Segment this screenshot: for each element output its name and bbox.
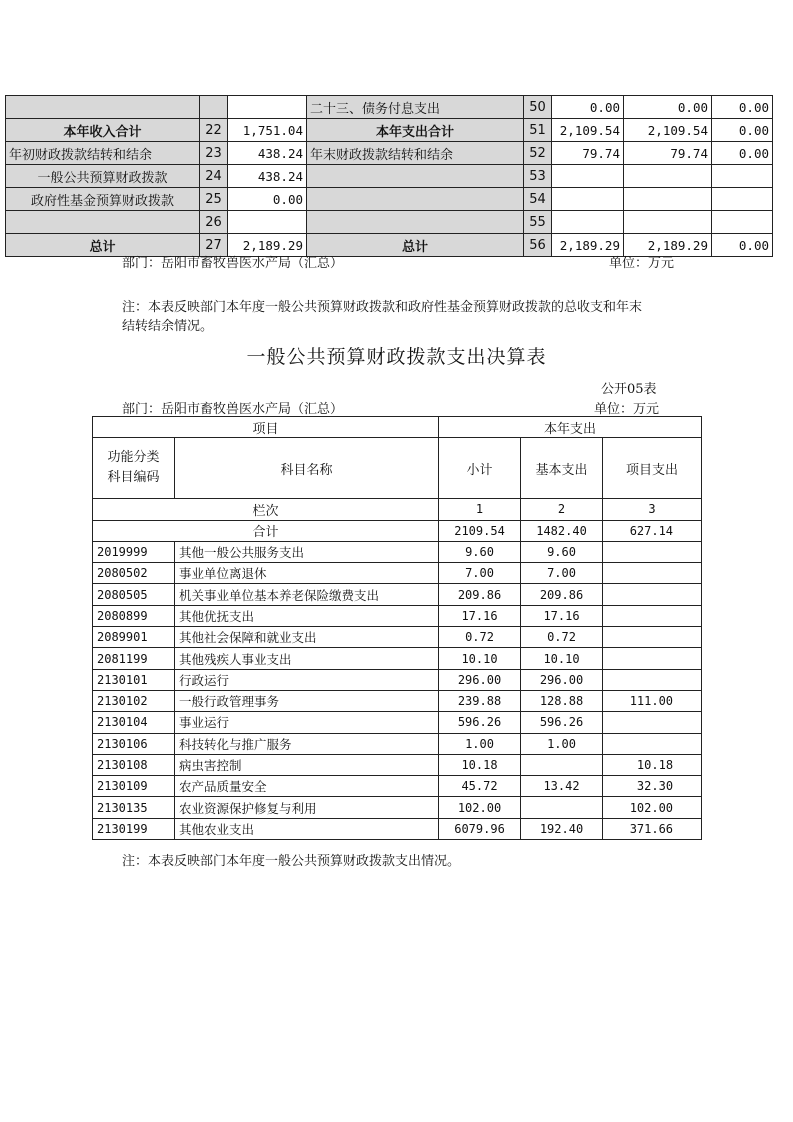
left-amount: 1,751.04 (228, 119, 307, 142)
table-row (93, 712, 702, 733)
subtotal: 10.18 (439, 754, 521, 775)
unit-label: 单位：万元 (594, 402, 660, 417)
table-row (93, 818, 702, 839)
page-title: 一般公共预算财政拨款支出决算表 (246, 346, 547, 368)
right-amount-total: 2,189.29 (552, 234, 624, 257)
col-2: 2 (521, 499, 603, 520)
header-year-expenditure: 本年支出 (439, 417, 702, 438)
column-number-row (93, 499, 702, 520)
table-row (93, 690, 702, 711)
subject-name: 事业运行 (175, 712, 439, 733)
table-row (6, 188, 773, 211)
table-row (93, 605, 702, 626)
subject-name: 科技转化与推广服务 (175, 733, 439, 754)
table-note-line2: 结转结余情况。 (122, 319, 214, 334)
subject-code: 2080505 (93, 584, 175, 605)
subtotal: 45.72 (439, 776, 521, 797)
subject-code: 2130109 (93, 776, 175, 797)
basic-expenditure: 7.00 (521, 563, 603, 584)
left-row-number: 25 (200, 188, 228, 211)
right-amount-project (712, 165, 773, 188)
header-project-exp: 项目支出 (603, 438, 702, 499)
basic-expenditure: 1.00 (521, 733, 603, 754)
left-amount: 438.24 (228, 165, 307, 188)
project-expenditure (603, 563, 702, 584)
table-row (93, 797, 702, 818)
subject-name: 机关事业单位基本养老保险缴费支出 (175, 584, 439, 605)
basic-expenditure: 209.86 (521, 584, 603, 605)
right-row-number: 53 (524, 165, 552, 188)
left-amount: 0.00 (228, 188, 307, 211)
table-row (6, 96, 773, 119)
form-number: 公开05表 (601, 382, 657, 397)
basic-expenditure: 9.60 (521, 541, 603, 562)
subtotal: 9.60 (439, 541, 521, 562)
right-amount-total: 79.74 (552, 142, 624, 165)
subtotal: 1.00 (439, 733, 521, 754)
total-row (93, 520, 702, 541)
right-row-number: 51 (524, 119, 552, 142)
subject-name: 事业单位离退休 (175, 563, 439, 584)
project-expenditure (603, 627, 702, 648)
subject-code: 2130102 (93, 690, 175, 711)
table-row (6, 142, 773, 165)
header-function-code (93, 438, 175, 499)
basic-expenditure: 10.10 (521, 648, 603, 669)
header-project: 项目 (93, 417, 439, 438)
basic-expenditure: 0.72 (521, 627, 603, 648)
subject-name: 行政运行 (175, 669, 439, 690)
left-item-label: 年初财政拨款结转和结余 (6, 142, 200, 165)
subject-code: 2019999 (93, 541, 175, 562)
right-amount-basic: 2,109.54 (624, 119, 712, 142)
income-expenditure-summary-table (5, 95, 773, 257)
subtotal: 296.00 (439, 669, 521, 690)
right-amount-total (552, 165, 624, 188)
left-row-number: 22 (200, 119, 228, 142)
project-expenditure (603, 669, 702, 690)
project-expenditure (603, 541, 702, 562)
table-row (6, 119, 773, 142)
total-subtotal: 2109.54 (439, 520, 521, 541)
subject-code: 2130106 (93, 733, 175, 754)
right-row-number: 52 (524, 142, 552, 165)
subtotal: 10.10 (439, 648, 521, 669)
table-row (93, 541, 702, 562)
basic-expenditure (521, 754, 603, 775)
project-expenditure (603, 584, 702, 605)
left-item-label: 总计 (6, 234, 200, 257)
left-row-number: 24 (200, 165, 228, 188)
right-amount-project (712, 211, 773, 234)
col-3: 3 (603, 499, 702, 520)
left-item-label: 一般公共预算财政拨款 (6, 165, 200, 188)
left-amount: 438.24 (228, 142, 307, 165)
header-subject-name: 科目名称 (175, 438, 439, 499)
subtotal: 0.72 (439, 627, 521, 648)
subtotal: 596.26 (439, 712, 521, 733)
subject-name: 农业资源保护修复与利用 (175, 797, 439, 818)
left-item-label: 政府性基金预算财政拨款 (6, 188, 200, 211)
right-row-number: 50 (524, 96, 552, 119)
header-subtotal: 小计 (439, 438, 521, 499)
project-expenditure: 371.66 (603, 818, 702, 839)
table-row (93, 563, 702, 584)
table-row (93, 584, 702, 605)
right-amount-total: 2,109.54 (552, 119, 624, 142)
project-expenditure: 111.00 (603, 690, 702, 711)
header-row (93, 417, 702, 438)
right-row-number: 54 (524, 188, 552, 211)
subject-code: 2080899 (93, 605, 175, 626)
table-row (93, 776, 702, 797)
table-note-line1: 注：本表反映部门本年度一般公共预算财政拨款和政府性基金预算财政拨款的总收支和年末 (122, 300, 643, 315)
subtotal: 102.00 (439, 797, 521, 818)
subtotal: 17.16 (439, 605, 521, 626)
subject-name: 农产品质量安全 (175, 776, 439, 797)
basic-expenditure: 17.16 (521, 605, 603, 626)
header-code-line2: 科目编码 (107, 470, 160, 486)
department-label: 部门：岳阳市畜牧兽医水产局（汇总） (122, 256, 344, 271)
project-expenditure (603, 648, 702, 669)
basic-expenditure: 596.26 (521, 712, 603, 733)
right-item-label (307, 165, 524, 188)
table-note: 注：本表反映部门本年度一般公共预算财政拨款支出情况。 (122, 854, 461, 869)
basic-expenditure (521, 797, 603, 818)
subject-name: 病虫害控制 (175, 754, 439, 775)
right-amount-project (712, 188, 773, 211)
table-row (93, 733, 702, 754)
subject-code: 2080502 (93, 563, 175, 584)
subject-code: 2089901 (93, 627, 175, 648)
subject-code: 2130108 (93, 754, 175, 775)
right-item-label (307, 211, 524, 234)
subject-name: 一般行政管理事务 (175, 690, 439, 711)
subject-code: 2130101 (93, 669, 175, 690)
total-label: 合计 (93, 520, 439, 541)
right-amount-project: 0.00 (712, 119, 773, 142)
right-row-number: 55 (524, 211, 552, 234)
subtotal: 7.00 (439, 563, 521, 584)
table-row (6, 165, 773, 188)
col-label: 栏次 (93, 499, 439, 520)
table-row (6, 211, 773, 234)
left-amount: 2,189.29 (228, 234, 307, 257)
left-item-label: 本年收入合计 (6, 119, 200, 142)
project-expenditure (603, 733, 702, 754)
subject-name: 其他社会保障和就业支出 (175, 627, 439, 648)
left-item-label (6, 96, 200, 119)
total-basic: 1482.40 (521, 520, 603, 541)
right-amount-total: 0.00 (552, 96, 624, 119)
subject-code: 2130199 (93, 818, 175, 839)
right-amount-project: 0.00 (712, 234, 773, 257)
table-row (93, 754, 702, 775)
right-amount-total (552, 211, 624, 234)
subject-code: 2130104 (93, 712, 175, 733)
right-amount-basic: 2,189.29 (624, 234, 712, 257)
left-row-number (200, 96, 228, 119)
subject-code: 2130135 (93, 797, 175, 818)
subtotal: 209.86 (439, 584, 521, 605)
left-item-label (6, 211, 200, 234)
subtotal: 6079.96 (439, 818, 521, 839)
right-item-label: 二十三、债务付息支出 (307, 96, 524, 119)
basic-expenditure: 13.42 (521, 776, 603, 797)
project-expenditure (603, 712, 702, 733)
right-amount-basic (624, 165, 712, 188)
right-item-label: 年末财政拨款结转和结余 (307, 142, 524, 165)
right-amount-basic: 79.74 (624, 142, 712, 165)
table-row (93, 648, 702, 669)
subject-name: 其他农业支出 (175, 818, 439, 839)
left-amount (228, 211, 307, 234)
project-expenditure: 10.18 (603, 754, 702, 775)
subject-code: 2081199 (93, 648, 175, 669)
header-basic: 基本支出 (521, 438, 603, 499)
right-amount-project: 0.00 (712, 142, 773, 165)
project-expenditure: 32.30 (603, 776, 702, 797)
subject-name: 其他一般公共服务支出 (175, 541, 439, 562)
department-label: 部门：岳阳市畜牧兽医水产局（汇总） (122, 402, 344, 417)
total-project: 627.14 (603, 520, 702, 541)
general-budget-expenditure-table (92, 416, 702, 840)
subject-name: 其他残疾人事业支出 (175, 648, 439, 669)
basic-expenditure: 192.40 (521, 818, 603, 839)
right-amount-project: 0.00 (712, 96, 773, 119)
right-amount-basic: 0.00 (624, 96, 712, 119)
right-amount-total (552, 188, 624, 211)
table-row (93, 669, 702, 690)
header-row (93, 438, 702, 499)
right-item-label (307, 188, 524, 211)
left-row-number: 26 (200, 211, 228, 234)
left-row-number: 23 (200, 142, 228, 165)
table-row (93, 627, 702, 648)
basic-expenditure: 296.00 (521, 669, 603, 690)
right-item-label: 总计 (307, 234, 524, 257)
left-row-number: 27 (200, 234, 228, 257)
col-1: 1 (439, 499, 521, 520)
right-item-label: 本年支出合计 (307, 119, 524, 142)
right-amount-basic (624, 188, 712, 211)
unit-label: 单位：万元 (609, 256, 675, 271)
basic-expenditure: 128.88 (521, 690, 603, 711)
project-expenditure: 102.00 (603, 797, 702, 818)
right-row-number: 56 (524, 234, 552, 257)
header-code-line1: 功能分类 (107, 450, 160, 466)
subtotal: 239.88 (439, 690, 521, 711)
right-amount-basic (624, 211, 712, 234)
subject-name: 其他优抚支出 (175, 605, 439, 626)
project-expenditure (603, 605, 702, 626)
left-amount (228, 96, 307, 119)
